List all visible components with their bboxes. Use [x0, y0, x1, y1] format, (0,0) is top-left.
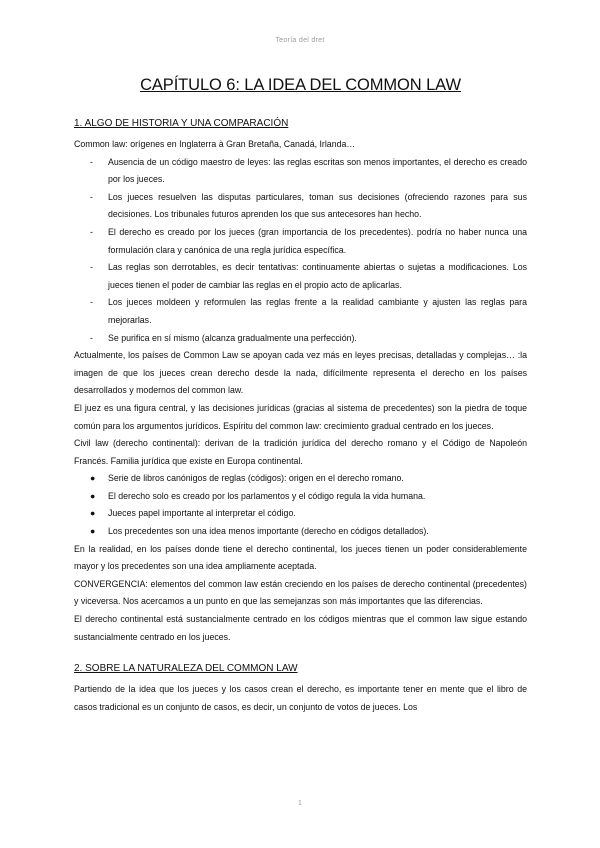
paragraph: Partiendo de la idea que los jueces y los casos crean el derecho, es importante tener en mente que el libro de casos tradicional es un conjunto de casos, es decir, un conjunto de votos de jueces. Los: [74, 684, 527, 712]
paragraph: CONVERGENCIA: elementos del common law están creciendo en los países de derecho continental (precedentes) y viceversa. Nos acercamos a un punto en que las semejanzas son más importantes que las diferencias.: [74, 578, 527, 607]
list-item: - El derecho es creado por los jueces (gran importancia de los precedentes). podría no haber nunca una formulación clara y canónica de una regla jurídica específica.: [74, 224, 527, 259]
list-item: ● El derecho solo es creado por los parlamentos y el código regula la vida humana.: [74, 488, 527, 506]
page-header: Teoría del dret: [275, 37, 325, 44]
list-item: ● Serie de libros canónigos de reglas (códigos): origen en el derecho romano.: [74, 470, 527, 488]
bullet-marker: ●: [90, 490, 96, 501]
dash-marker: -: [90, 226, 93, 237]
page-number: 1: [298, 800, 302, 807]
bullet-marker: ●: [90, 526, 96, 537]
list-item: - Los jueces resuelven las disputas particulares, toman sus decisiones (ofreciendo razones para sus decisiones. Los tribunales futuros aprenden los que sus antecesores han hecho.: [74, 189, 527, 224]
section-heading-2: 2. SOBRE LA NATURALEZA DEL COMMON LAW: [74, 663, 298, 675]
list-item: - Los jueces moldeen y reformulen las reglas frente a la realidad cambiante y ajusten las reglas para mejorarlas.: [74, 294, 527, 329]
bullet-list: [74, 470, 527, 540]
document-body: [74, 76, 527, 716]
paragraph: En la realidad, en los países donde tiene el derecho continental, los jueces tienen un poder considerablemente mayor y los precedentes son una idea ampliamente aceptada.: [74, 543, 527, 572]
list-item: - Ausencia de un código maestro de leyes: las reglas escritas son menos importantes, el derecho es creado por los jueces.: [74, 154, 527, 189]
paragraph: Actualmente, los países de Common Law se apoyan cada vez más en leyes precisas, detalladas y complejas… :la imagen de que los jueces crean derecho desde la nada, difícilmente representa el derecho en los países desarrollados y modernos del common law.: [74, 350, 527, 396]
dash-marker: -: [90, 297, 93, 308]
bullet-marker: ●: [90, 508, 96, 519]
paragraph: El derecho continental está sustancialmente centrado en los códigos mientras que el common law sigue estando sustancialmente centrado en los jueces.: [74, 614, 527, 642]
paragraph: Civil law (derecho continental): derivan de la tradición jurídica del derecho romano y el Código de Napoleón Francés. Familia jurídica que existe en Europa continental.: [74, 438, 527, 466]
intro-paragraph: Common law: orígenes en Inglaterra à Gran Bretaña, Canadá, Irlanda…: [74, 139, 356, 149]
list-item: ● Los precedentes son una idea menos importante (derecho en códigos detallados).: [74, 523, 527, 541]
dash-list: [74, 154, 527, 348]
dash-marker: -: [90, 191, 93, 202]
list-item: - Las reglas son derrotables, es decir tentativas: continuamente abiertas o sujetas a modificaciones. Los jueces tienen el poder de cambiar las reglas en el propio acto de aplicarlas.: [74, 259, 527, 294]
dash-marker: -: [90, 156, 93, 167]
list-item: ● Jueces papel importante al interpretar el código.: [74, 505, 527, 523]
list-item: - Se purifica en sí mismo (alcanza gradualmente una perfección).: [74, 330, 527, 348]
dash-marker: -: [90, 262, 93, 273]
bullet-marker: ●: [90, 473, 96, 484]
chapter-title: CAPÍTULO 6: LA IDEA DEL COMMON LAW: [140, 76, 461, 94]
paragraph: El juez es una figura central, y las decisiones jurídicas (gracias al sistema de precedentes) son la piedra de toque común para los argumentos jurídicos. Espíritu del common law: crecimiento gradual centrado en los jueces.: [74, 402, 527, 431]
dash-marker: -: [90, 332, 93, 343]
section-heading-1: 1. ALGO DE HISTORIA Y UNA COMPARACIÓN: [74, 118, 289, 129]
